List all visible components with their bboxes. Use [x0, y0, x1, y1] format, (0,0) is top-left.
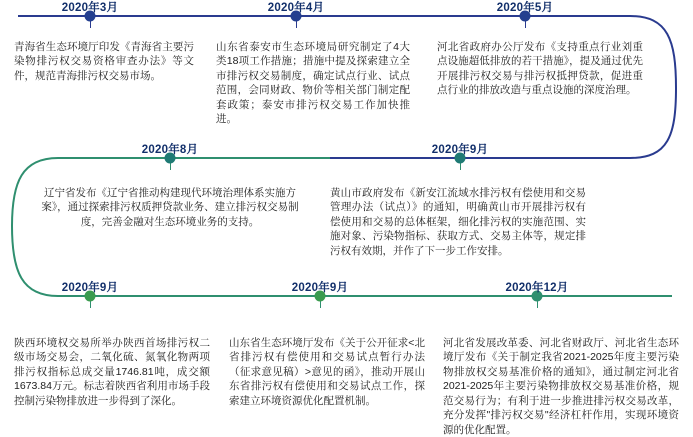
timeline-date-1: 2020年3月 [61, 2, 119, 14]
timeline-description-6: 陕西环境权交易所举办陕西首场排污权二级市场交易会，二氧化硫、氮氧化物两项排污权指标总成交量1746.81吨，成交额1673.84万元。标志着陕西省利用市场手段控制污染物排放进一步得到了深化。 [14, 337, 210, 407]
timeline-date-4: 2020年8月 [141, 144, 199, 156]
timeline-date-8: 2020年12月 [505, 282, 569, 294]
timeline-description-4: 辽宁省发布《辽宁省推动构建现代环境治理体系实施方案》，通过探索排污权质押贷款业务、建立排污权交易制度，完善金融对生态环境业务的支持。 [41, 187, 299, 228]
timeline-date-6: 2020年9月 [61, 282, 119, 294]
timeline-date-3: 2020年5月 [496, 2, 554, 14]
timeline-date-2: 2020年4月 [267, 2, 325, 14]
timeline-description-8: 河北省发展改革委、河北省财政厅、河北省生态环境厅发布《关于制定我省2021-2025年度主要污染物排放权交易基准价格的通知》，通过制定河北省2021-2025年主要污染物排放权交易基准价格，规范交易行为；有利于进一步推进排污权交易改革，充分发挥"排污权交易"经济杠杆作用，实现环境资源的优化配置。 [443, 337, 679, 436]
timeline-date-5: 2020年9月 [431, 144, 489, 156]
timeline-date-7: 2020年9月 [291, 282, 349, 294]
timeline-description-3: 河北省政府办公厅发布《支持重点行业刘重点设施超低排放的若干措施》，提及通过优先开展排污权交易与排污权抵押贷款，促进重点行业的排放改造与重点设施的深度治理。 [437, 41, 643, 97]
timeline-description-7: 山东省生态环境厅发布《关于公开征求<北省排污权有偿使用和交易试点暂行办法（征求意见稿）>意见的函》，推动开展山东省排污权有偿使用和交易试点工作，探索建立环境资源优化配置机制。 [229, 337, 425, 407]
timeline-description-2: 山东省泰安市生态环境局研究制定了4大类18项工作措施；措施中提及探索建立全市排污权交易制度，确定试点行业、试点范围，会同财政、物价等相关部门制定配套政策；泰安市排污权交易工作加快推进。 [216, 41, 410, 126]
timeline-description-5: 黄山市政府发布《新安江流域水排污权有偿使用和交易管理办法（试点）》的通知，明确黄山市开展排污权有偿使用和交易的总体框架，细化排污权的实施范围、实施对象、污染物指标、获取方式、交易主体等，规定排污权有效期，并作了下一步工作安排。 [330, 187, 586, 257]
timeline-description-1: 青海省生态环境厅印发《青海省主要污染物排污权交易资格审查办法》等文件，规范青海排污权交易市场。 [14, 41, 194, 82]
